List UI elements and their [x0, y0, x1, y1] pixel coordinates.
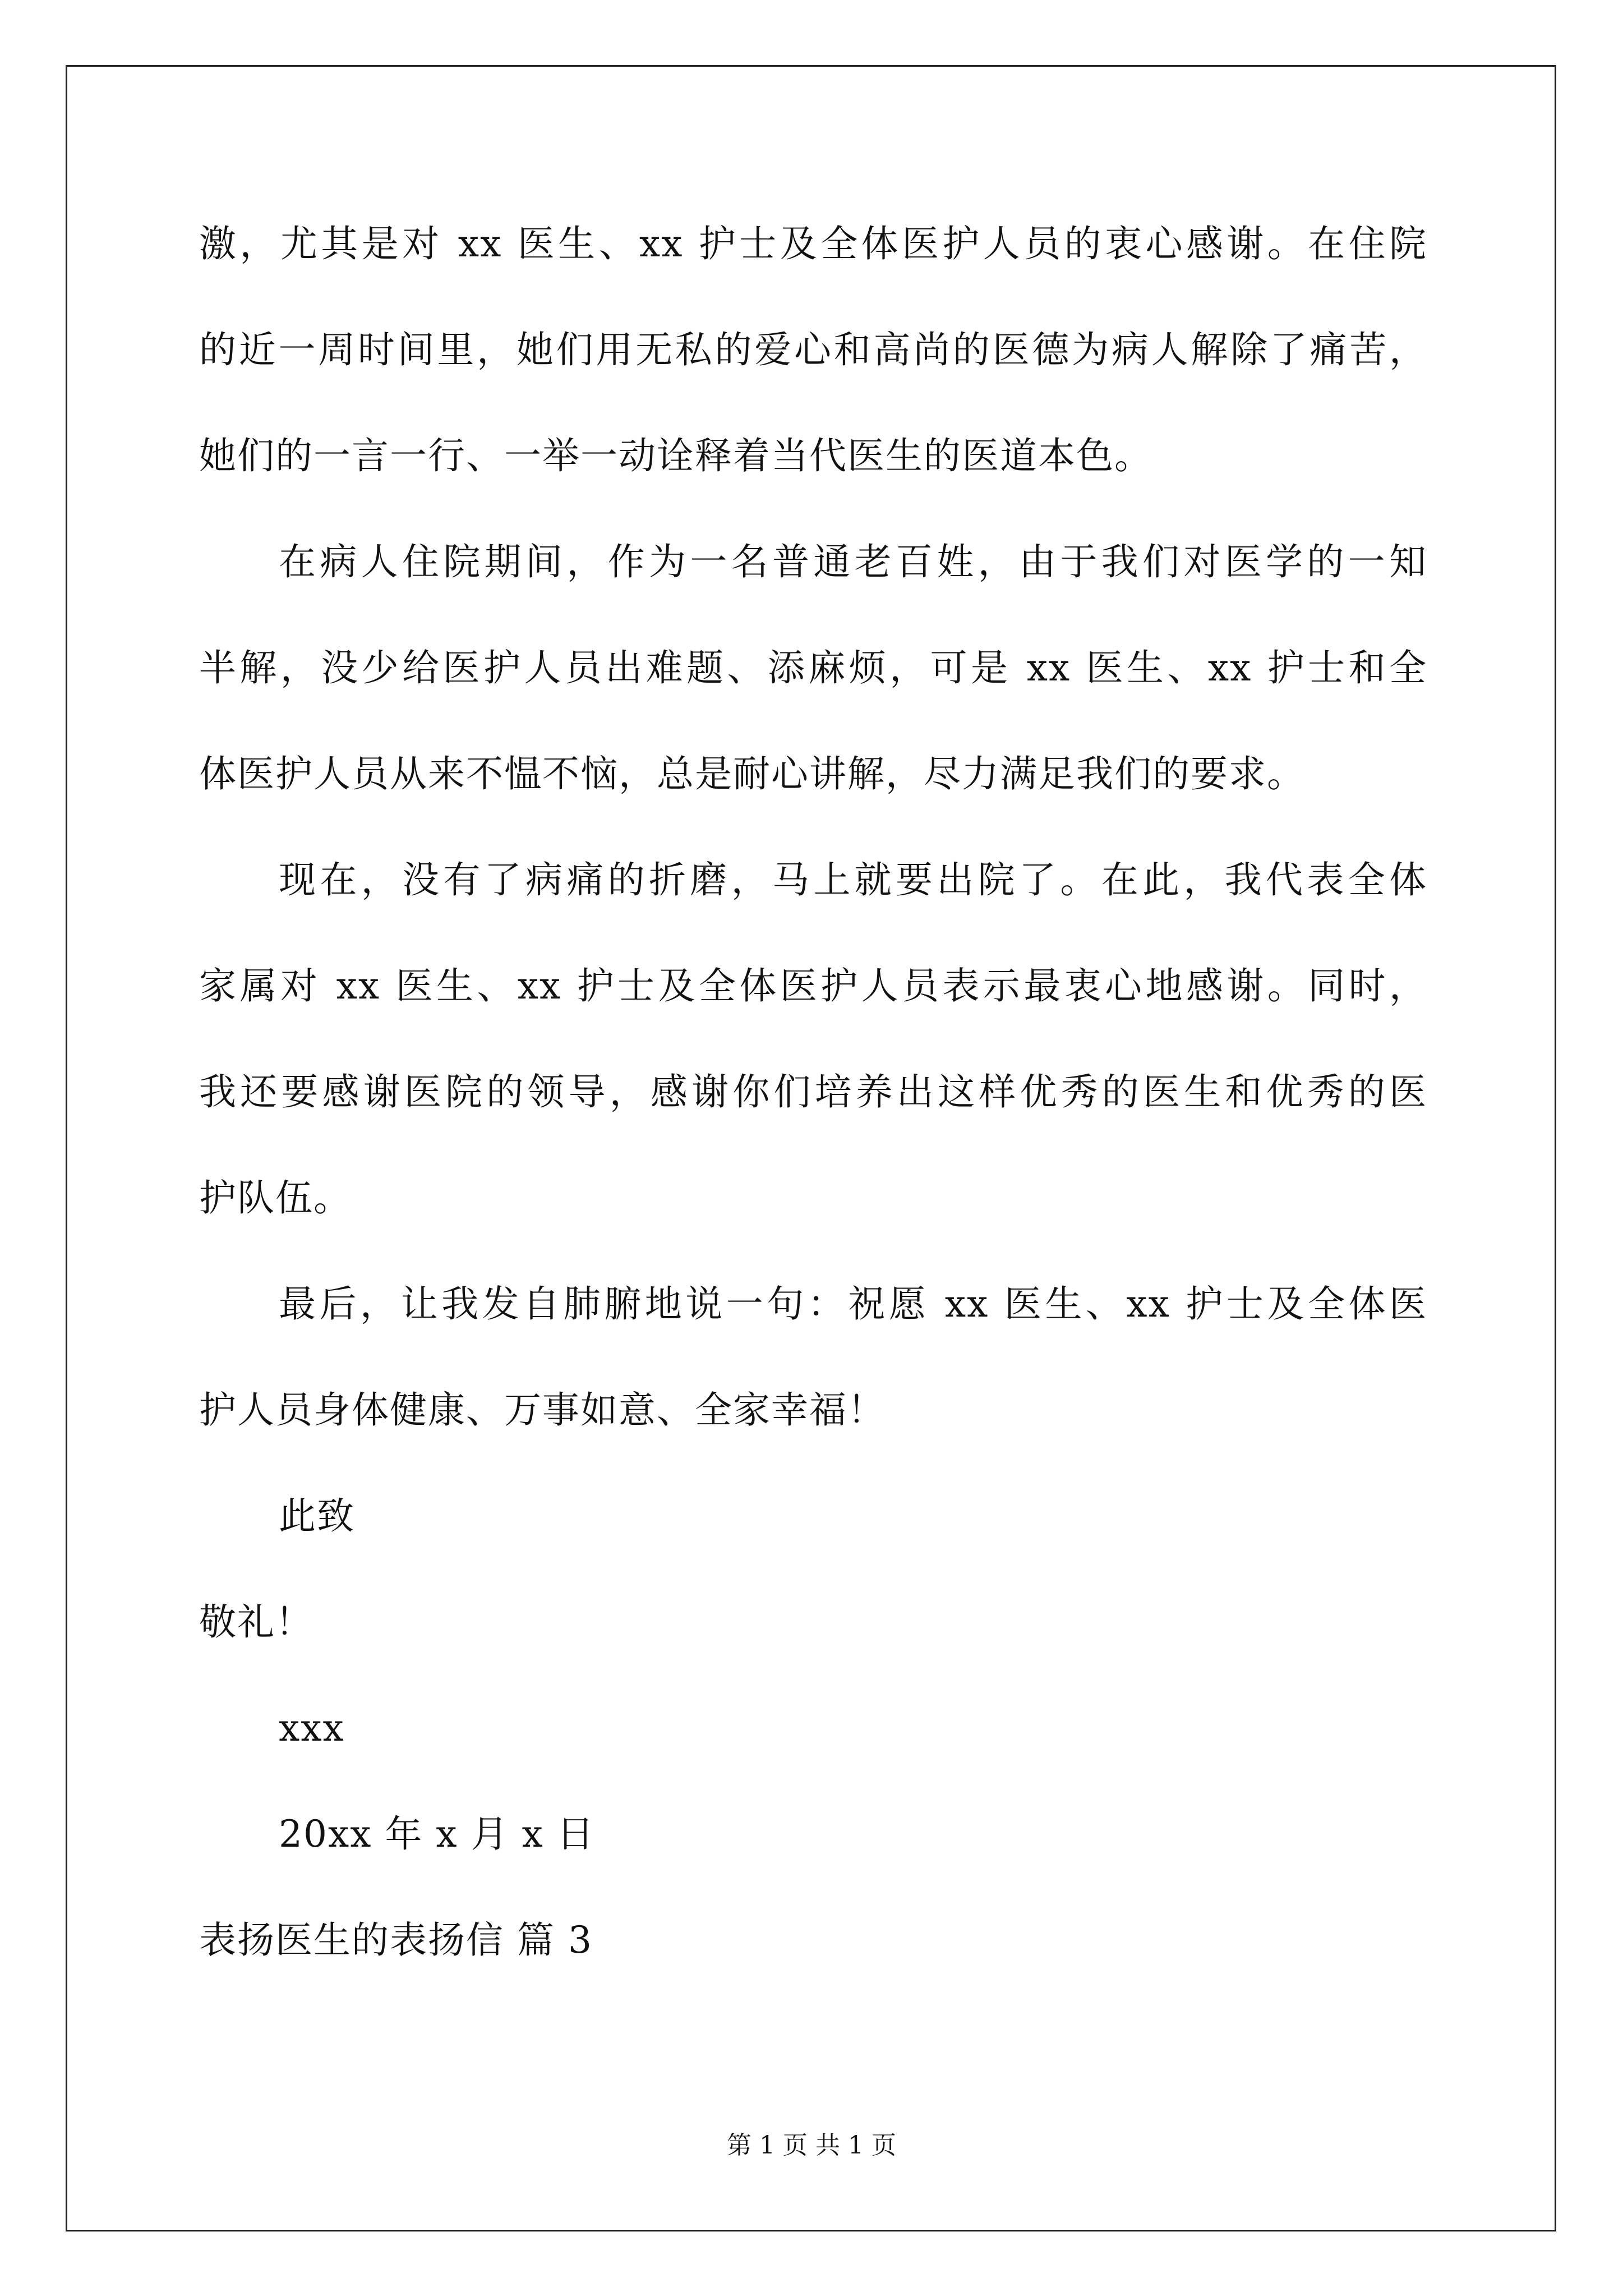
- paragraph-line: 激，尤其是对 xx 医生、xx 护士及全体医护人员的衷心感谢。在住院: [199, 222, 1427, 265]
- paragraph-line: 半解，没少给医护人员出难题、添麻烦，可是 xx 医生、xx 护士和全: [199, 646, 1427, 689]
- paragraph-line: 体医护人员从来不愠不恼，总是耐心讲解，尽力满足我们的要求。: [199, 752, 1305, 795]
- signature: xxx: [279, 1706, 345, 1750]
- paragraph-line: 的近一周时间里，她们用无私的爱心和高尚的医德为病人解除了痛苦，: [199, 328, 1427, 371]
- paragraph-line: 我还要感谢医院的领导，感谢你们培养出这样优秀的医生和优秀的医: [199, 1070, 1427, 1114]
- paragraph-line: 护人员身体健康、万事如意、全家幸福！: [199, 1388, 886, 1432]
- paragraph-line: 护队伍。: [199, 1176, 352, 1220]
- closing-salutation: 此致: [279, 1494, 355, 1538]
- paragraph-line: 现在，没有了病痛的折磨，马上就要出院了。在此，我代表全体: [279, 858, 1427, 901]
- paragraph-line: 在病人住院期间，作为一名普通老百姓，由于我们对医学的一知: [279, 540, 1427, 583]
- date-line: 20xx 年 x 月 x 日: [279, 1812, 595, 1856]
- paragraph-line: 家属对 xx 医生、xx 护士及全体医护人员表示最衷心地感谢。同时，: [199, 964, 1427, 1007]
- paragraph-line: 她们的一言一行、一举一动诠释着当代医生的医道本色。: [199, 434, 1152, 477]
- document-body: [199, 222, 1427, 2024]
- section-heading: 表扬医生的表扬信 篇 3: [199, 1918, 593, 1962]
- page-number-footer: 第 1 页 共 1 页: [727, 2131, 896, 2160]
- closing-regards: 敬礼！: [199, 1600, 313, 1644]
- paragraph-line: 最后，让我发自肺腑地说一句：祝愿 xx 医生、xx 护士及全体医: [279, 1282, 1427, 1326]
